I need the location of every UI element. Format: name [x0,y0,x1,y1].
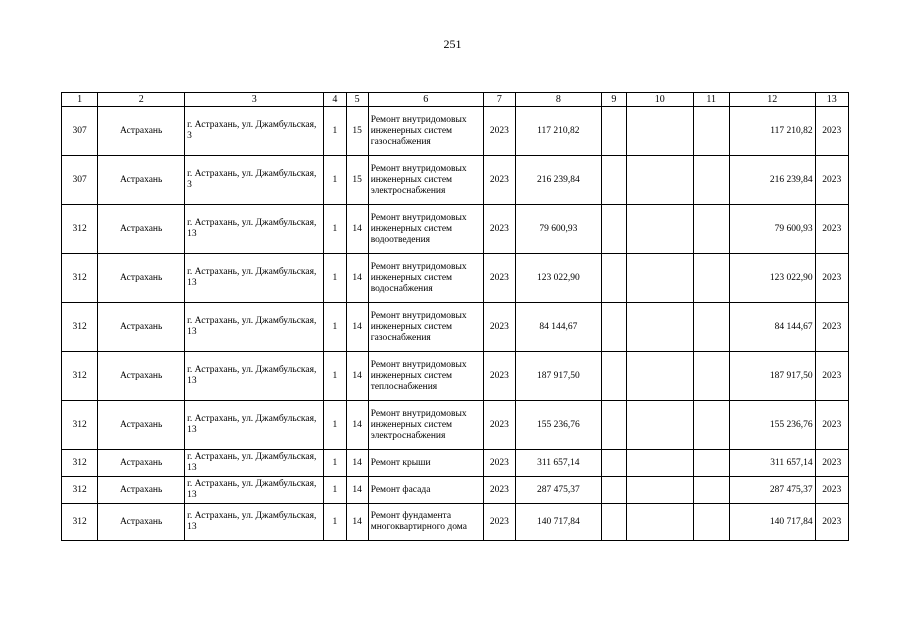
cell-col11 [693,254,729,303]
cell-year: 2023 [483,303,515,352]
cell-year-end: 2023 [815,352,848,401]
cell-col10 [626,450,693,477]
table-row [62,352,849,401]
cell-number: 312 [62,477,98,504]
cell-col10 [626,303,693,352]
cell-year: 2023 [483,156,515,205]
cell-col11 [693,156,729,205]
cell-address: г. Астрахань, ул. Джамбульская, 13 [185,254,324,303]
cell-cost: 216 239,84 [515,156,601,205]
cell-year: 2023 [483,401,515,450]
table-row [62,504,849,541]
cell-cost: 79 600,93 [515,205,601,254]
cell-work-type: Ремонт фасада [368,477,483,504]
column-header: 2 [98,93,185,107]
cell-municipality: Астрахань [98,254,185,303]
cell-work-type: Ремонт внутридомовых инженерных систем водоотведения [368,205,483,254]
table-row [62,156,849,205]
cell-col9 [601,352,626,401]
cell-address: г. Астрахань, ул. Джамбульская, 13 [185,477,324,504]
cell-col11 [693,401,729,450]
column-header: 5 [346,93,368,107]
cell-address: г. Астрахань, ул. Джамбульская, 13 [185,450,324,477]
cell-work-type: Ремонт внутридомовых инженерных систем электроснабжения [368,401,483,450]
cell-col11 [693,352,729,401]
cell-col4: 1 [324,401,346,450]
cell-col9 [601,303,626,352]
cell-cost: 187 917,50 [515,352,601,401]
cell-col11 [693,107,729,156]
cell-municipality: Астрахань [98,107,185,156]
cell-year-end: 2023 [815,156,848,205]
column-header: 11 [693,93,729,107]
cell-cost-total: 79 600,93 [729,205,815,254]
column-header: 10 [626,93,693,107]
cell-cost: 155 236,76 [515,401,601,450]
cell-col4: 1 [324,205,346,254]
cell-cost-total: 117 210,82 [729,107,815,156]
cell-col9 [601,450,626,477]
cell-col9 [601,477,626,504]
cell-municipality: Астрахань [98,303,185,352]
cell-cost-total: 287 475,37 [729,477,815,504]
cell-year: 2023 [483,477,515,504]
cell-address: г. Астрахань, ул. Джамбульская, 13 [185,504,324,541]
cell-address: г. Астрахань, ул. Джамбульская, 13 [185,352,324,401]
cell-col9 [601,401,626,450]
cell-col11 [693,303,729,352]
cell-col4: 1 [324,156,346,205]
table-row [62,254,849,303]
cell-work-type: Ремонт внутридомовых инженерных систем водоснабжения [368,254,483,303]
cell-cost-total: 311 657,14 [729,450,815,477]
cell-col10 [626,107,693,156]
column-header: 3 [185,93,324,107]
cell-year-end: 2023 [815,107,848,156]
cell-year-end: 2023 [815,477,848,504]
cell-col11 [693,205,729,254]
cell-year: 2023 [483,205,515,254]
cell-municipality: Астрахань [98,156,185,205]
cell-number: 312 [62,352,98,401]
cell-cost: 287 475,37 [515,477,601,504]
page-number: 251 [443,37,462,51]
cell-work-type: Ремонт внутридомовых инженерных систем электроснабжения [368,156,483,205]
cell-address: г. Астрахань, ул. Джамбульская, 13 [185,205,324,254]
table-row [62,401,849,450]
cell-col9 [601,205,626,254]
cell-col5: 14 [346,205,368,254]
cell-col4: 1 [324,504,346,541]
cell-col10 [626,401,693,450]
cell-number: 312 [62,504,98,541]
column-header: 8 [515,93,601,107]
cell-municipality: Астрахань [98,401,185,450]
cell-cost-total: 123 022,90 [729,254,815,303]
cell-year-end: 2023 [815,450,848,477]
cell-col11 [693,450,729,477]
cell-year: 2023 [483,107,515,156]
cell-cost-total: 187 917,50 [729,352,815,401]
cell-address: г. Астрахань, ул. Джамбульская, 3 [185,156,324,205]
cell-col10 [626,254,693,303]
cell-col5: 14 [346,450,368,477]
cell-number: 312 [62,205,98,254]
table-row [62,450,849,477]
cell-col10 [626,477,693,504]
cell-address: г. Астрахань, ул. Джамбульская, 3 [185,107,324,156]
column-header: 6 [368,93,483,107]
cell-col5: 14 [346,254,368,303]
cell-number: 312 [62,303,98,352]
cell-cost: 311 657,14 [515,450,601,477]
cell-col5: 14 [346,303,368,352]
cell-col10 [626,504,693,541]
cell-cost: 117 210,82 [515,107,601,156]
cell-year-end: 2023 [815,303,848,352]
cell-col9 [601,254,626,303]
cell-number: 312 [62,450,98,477]
cell-address: г. Астрахань, ул. Джамбульская, 13 [185,401,324,450]
cell-col4: 1 [324,107,346,156]
cell-work-type: Ремонт фундамента многоквартирного дома [368,504,483,541]
table-row [62,205,849,254]
cell-col5: 14 [346,352,368,401]
cell-cost-total: 84 144,67 [729,303,815,352]
cell-municipality: Астрахань [98,477,185,504]
column-header: 7 [483,93,515,107]
cell-municipality: Астрахань [98,352,185,401]
cell-work-type: Ремонт внутридомовых инженерных систем теплоснабжения [368,352,483,401]
table-row [62,303,849,352]
cell-col11 [693,477,729,504]
cell-col9 [601,156,626,205]
cell-col5: 15 [346,156,368,205]
cell-number: 312 [62,254,98,303]
cell-year: 2023 [483,504,515,541]
cell-work-type: Ремонт внутридомовых инженерных систем газоснабжения [368,303,483,352]
cell-work-type: Ремонт крыши [368,450,483,477]
cell-col4: 1 [324,254,346,303]
cell-col5: 14 [346,504,368,541]
cell-municipality: Астрахань [98,450,185,477]
cell-year: 2023 [483,254,515,303]
cell-col10 [626,352,693,401]
cell-col4: 1 [324,450,346,477]
cell-number: 312 [62,401,98,450]
cell-municipality: Астрахань [98,205,185,254]
column-header: 1 [62,93,98,107]
cell-col5: 14 [346,477,368,504]
cell-col10 [626,205,693,254]
cell-col9 [601,504,626,541]
cell-col10 [626,156,693,205]
cell-col4: 1 [324,352,346,401]
cell-col4: 1 [324,477,346,504]
cell-address: г. Астрахань, ул. Джамбульская, 13 [185,303,324,352]
table-row [62,477,849,504]
column-header: 12 [729,93,815,107]
cell-year-end: 2023 [815,504,848,541]
cell-year-end: 2023 [815,205,848,254]
column-header: 13 [815,93,848,107]
cell-year: 2023 [483,450,515,477]
cell-col5: 14 [346,401,368,450]
cell-cost-total: 140 717,84 [729,504,815,541]
cell-work-type: Ремонт внутридомовых инженерных систем газоснабжения [368,107,483,156]
cell-cost-total: 216 239,84 [729,156,815,205]
cell-cost-total: 155 236,76 [729,401,815,450]
cell-municipality: Астрахань [98,504,185,541]
cell-number: 307 [62,107,98,156]
cell-col11 [693,504,729,541]
cell-year-end: 2023 [815,401,848,450]
cell-cost: 140 717,84 [515,504,601,541]
cell-col5: 15 [346,107,368,156]
header-row [62,93,849,107]
cell-col4: 1 [324,303,346,352]
table-row [62,107,849,156]
cell-cost: 123 022,90 [515,254,601,303]
cell-col9 [601,107,626,156]
column-header: 4 [324,93,346,107]
cell-cost: 84 144,67 [515,303,601,352]
column-header: 9 [601,93,626,107]
cell-year: 2023 [483,352,515,401]
cell-number: 307 [62,156,98,205]
cell-year-end: 2023 [815,254,848,303]
repair-program-table [61,92,849,541]
